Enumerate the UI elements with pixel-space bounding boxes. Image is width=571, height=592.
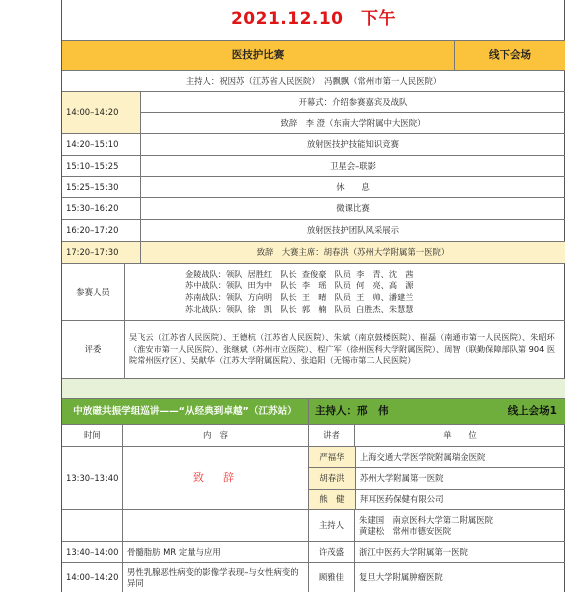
schedule-time: 14:00–14:20: [62, 92, 140, 133]
spacer-row: [62, 378, 565, 398]
header-speaker: 讲者: [308, 425, 354, 446]
schedule-item: 放射医技护技能知识竞赛: [140, 134, 565, 155]
table-header-row: [62, 424, 565, 446]
schedule-time: 15:10–15:25: [66, 160, 119, 171]
talk-time: 14:00–14:20: [66, 572, 119, 583]
header-unit: 单 位: [354, 425, 565, 446]
schedule-row: [62, 241, 565, 263]
teams-list: [124, 264, 565, 320]
speech-line: 致辞 李 澄（东南大学附属中大医院）: [141, 112, 565, 133]
moderator-line: 黄建松 常州市德安医院: [359, 525, 452, 536]
schedule-row: [62, 197, 565, 219]
section2-host-venue: [308, 399, 565, 424]
section2-header: [62, 398, 565, 424]
teams-label: 参赛人员: [76, 286, 110, 297]
section1-name: 医技护比赛: [231, 48, 285, 61]
moderators-list: [354, 510, 565, 541]
welcome-time: 13:30–13:40: [66, 472, 119, 483]
team-line: 苏北战队：领队 徐 凯 队长 郭 楠 队员 白胜杰、朱慧慧: [185, 303, 414, 314]
schedule-time: 15:25–15:30: [66, 181, 119, 192]
section2-host: 主持人：邢 伟: [315, 404, 389, 417]
schedule-item: 放射医技护团队风采展示: [140, 220, 565, 241]
schedule-row: [62, 91, 565, 133]
judges-list: 吴飞云（江苏省人民医院）、王德杭（江苏省人民医院）、朱斌（南京鼓楼医院）、崔磊（南通市第一人民医院）、朱昭环（淮安市第一人民医院）、张继斌（苏州市立医院）、程广军（徐州医科大学附属医院）、周智（联勤保障部队第 904 医院常州医疗区）、吴献华（江苏大学附属医院）、张追阳（无锡市第二人民医院）: [124, 321, 565, 378]
speaker-unit: 上海交通大学医学院附属瑞金医院: [355, 447, 565, 467]
moderators-label: 主持人: [308, 510, 354, 541]
section1-hosts: 主持人：祝因苏（江苏省人民医院） 冯飘飘（常州市第一人民医院）: [185, 75, 442, 86]
schedule-item: 微课比赛: [140, 198, 565, 219]
header-time: 时间: [84, 430, 101, 441]
talk-time: 13:40–14:00: [66, 546, 119, 557]
section1-venue: 线下会场: [454, 41, 565, 70]
talk-speaker: 许茂盛: [308, 542, 354, 562]
talk-content: 男性乳腺恶性病变的影像学表现–与女性病变的异同: [122, 563, 308, 592]
welcome-content: 致 辞: [122, 447, 308, 509]
schedule-row: [62, 155, 565, 176]
moderator-line: 朱建国 南京医科大学第二附属医院: [359, 515, 493, 525]
table-row: [62, 541, 565, 562]
talk-unit: 浙江中医药大学附属第一医院: [354, 542, 565, 562]
speaker-name: 熊 健: [309, 490, 355, 509]
speaker-name: 胡春洪: [309, 468, 355, 488]
schedule-time: 14:20–15:10: [66, 139, 119, 150]
header-content: 内 容: [122, 425, 308, 446]
opening-line: 开幕式：介绍参赛嘉宾及战队: [298, 97, 408, 107]
section1-header: [62, 40, 565, 70]
schedule-item: 致辞 大赛主席：胡春洪（苏州大学附属第一医院）: [140, 242, 565, 263]
speaker-unit: 苏州大学附属第一医院: [355, 468, 565, 488]
table-row: [309, 447, 565, 467]
teams-row: [62, 263, 565, 320]
team-line: 金陵战队：领队 居胜红 队长 查俊豪 队员 李 青、沈 茜: [185, 268, 414, 279]
team-line: 苏中战队：领队 田为中 队长 李 瑶 队员 何 亮、高 源: [185, 280, 414, 291]
talk-speaker: 顾雅佳: [308, 563, 354, 592]
section2-name: 中放磁共振学组巡讲——“从经典到卓越”（江苏站）: [73, 405, 297, 417]
section2-venue: 线上会场1: [507, 404, 557, 417]
team-line: 苏南战队：领队 方向明 队长 王 晴 队员 王 帅、潘建兰: [185, 292, 414, 302]
moderators-row: [62, 509, 565, 541]
schedule-item: 卫星会–联影: [140, 156, 565, 176]
judges-label: 评委: [84, 344, 102, 355]
schedule-item: [140, 92, 565, 133]
schedule-sheet: [61, 0, 565, 592]
date-title: 2021.12.10 下午: [230, 9, 397, 30]
speaker-name: 严福华: [309, 447, 355, 467]
schedule-time: 15:30–16:20: [66, 203, 119, 214]
table-row: [309, 489, 565, 509]
talk-unit: 复旦大学附属肿瘤医院: [354, 563, 565, 592]
table-row: [309, 467, 565, 488]
welcome-speakers: [308, 447, 565, 509]
talk-content: 骨髓脂肪 MR 定量与应用: [122, 542, 308, 562]
welcome-row: [62, 446, 565, 509]
judges-row: [62, 320, 565, 378]
schedule-time: 16:20–17:20: [66, 225, 119, 236]
schedule-time: 17:20–17:30: [66, 247, 119, 258]
schedule-row: [62, 133, 565, 155]
schedule-row: [62, 176, 565, 197]
schedule-row: [62, 219, 565, 241]
title-row: [62, 0, 565, 40]
schedule-item: 休 息: [140, 177, 565, 197]
table-row: [62, 562, 565, 592]
section1-hosts-row: [62, 70, 565, 91]
speaker-unit: 拜耳医药保健有限公司: [355, 490, 565, 509]
